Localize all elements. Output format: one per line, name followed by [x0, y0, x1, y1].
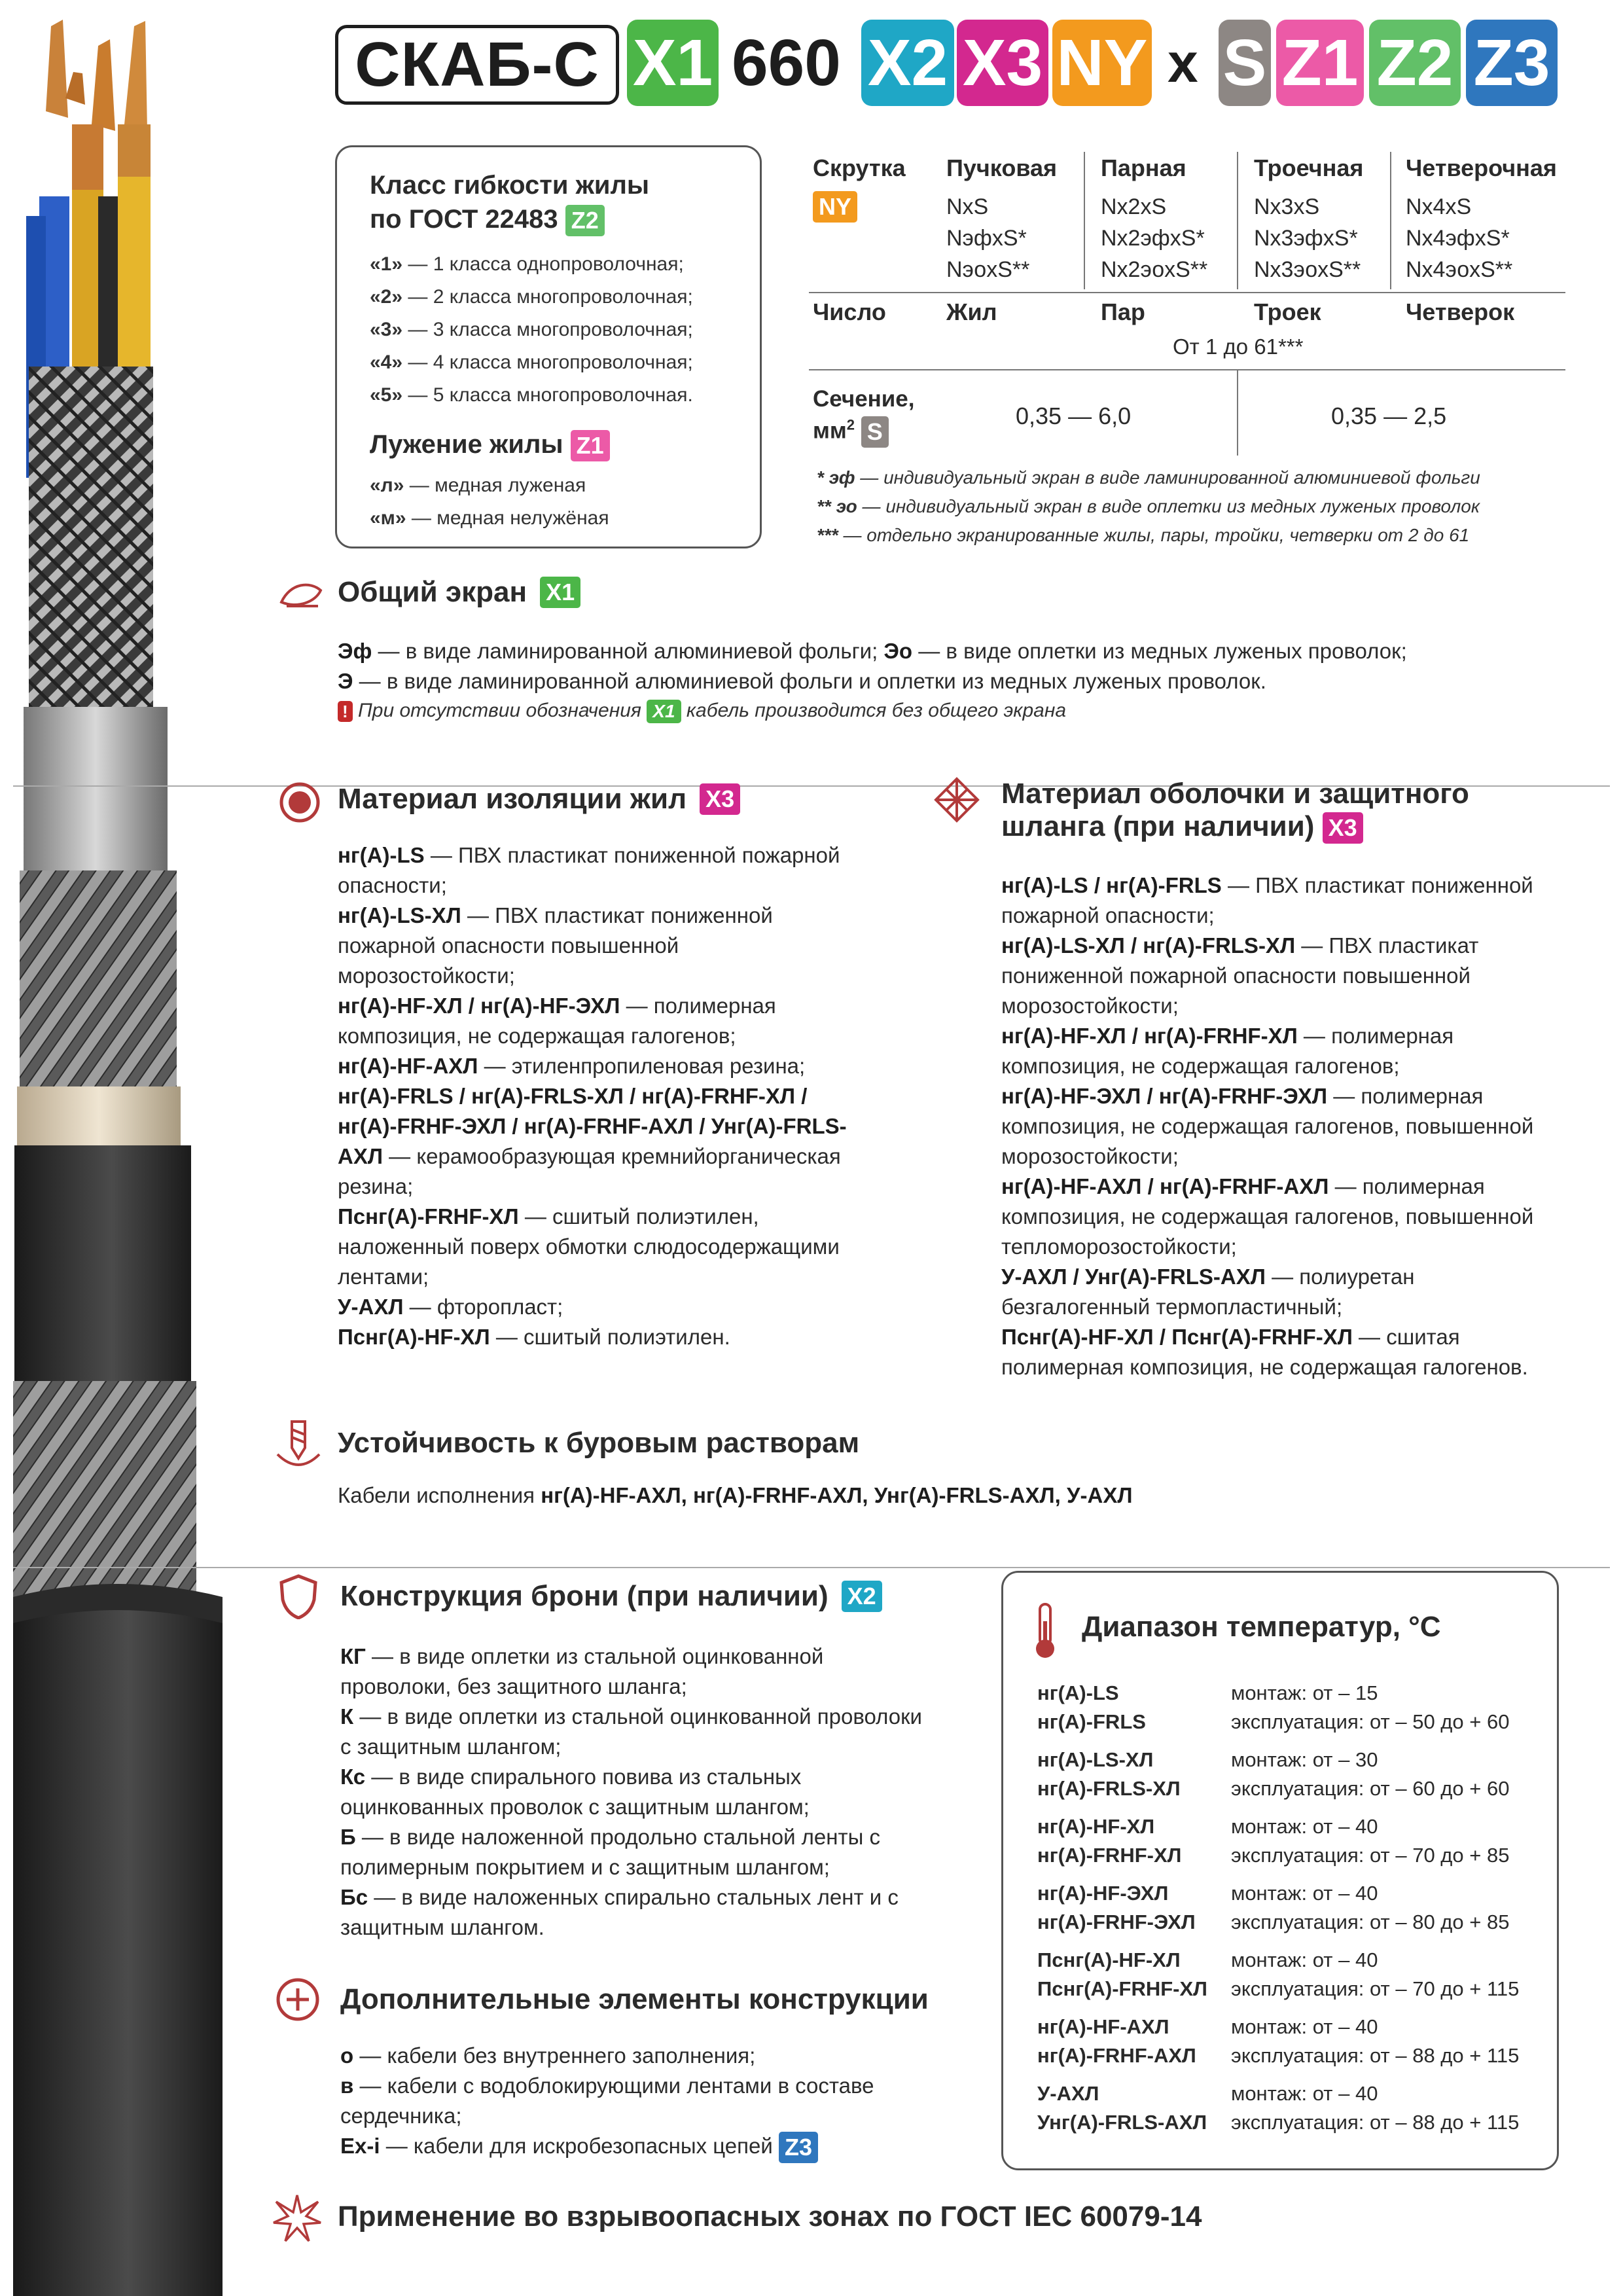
section-unit: $мм^2$ S — [813, 416, 889, 448]
sheath-item: нг(А)-HF-АХЛ / нг(А)-FRHF-АХЛ — полимерная композиция, не содержащая галогенов, повышенной тепломорозостойкости; — [1001, 1174, 1534, 1259]
extra-list — [340, 2041, 929, 2163]
tag-z1: Z1 — [1276, 20, 1364, 106]
times-sign: x — [1168, 31, 1198, 94]
flex-item: «3» — 3 класса многопроволочная; — [370, 319, 693, 340]
armor-item: К — в виде оплетки из стальной оцинкованной проволоки с защитным шлангом; — [340, 1704, 922, 1759]
tag-x1-small: X1 — [540, 577, 580, 608]
tag-x3-small: X3 — [700, 783, 740, 815]
col-values-triple: Nx3xS Nx3эфxS* Nx3эоxS** — [1254, 194, 1361, 282]
sheath-item: Пснг(А)-HF-ХЛ / Пснг(А)-FRHF-ХЛ — сшитая полимерная композиция, не содержащая галогенов. — [1001, 1325, 1528, 1379]
armor-list — [340, 1641, 929, 1943]
armor-title: Конструкция брони (при наличии) X2 — [340, 1580, 882, 1613]
drilling-desc: Кабели исполнения нг(А)-HF-АХЛ, нг(А)-FRHF-АХЛ, Унг(А)-FRLS-АХЛ, У-АХЛ — [338, 1483, 1133, 1507]
sheath-title-1: Материал оболочки и защитного — [1001, 778, 1469, 810]
armor-item: Бс — в виде наложенных спирально стальных лент и с защитным шлангом. — [340, 1885, 899, 1939]
armor-item: Кс — в виде спирального повива из стальных оцинкованных проволок с защитным шлангом; — [340, 1765, 810, 1819]
col-values-pair: Nx2xS Nx2эфxS* Nx2эоxS** — [1101, 194, 1208, 282]
flex-item: «4» — 4 класса многопроволочная; — [370, 351, 693, 373]
temp-row: нг(А)-HF-АХЛ нг(А)-FRHF-АХЛ монтаж: от – 40 эксплуатация: от – 88 до + 115 — [1037, 2015, 1520, 2067]
drilling-icon — [272, 1418, 325, 1473]
thermometer-icon — [1031, 1602, 1060, 1660]
col-head-bundle: Пучковая — [946, 154, 1058, 181]
armor-icon — [277, 1573, 319, 1619]
note-2: ** эо — индивидуальный экран в виде оплетки из медных луженых проволок — [817, 496, 1480, 516]
insulation-item: нг(А)-HF-АХЛ — этиленпропиленовая резина; — [338, 1054, 806, 1078]
temperature-box — [1001, 1571, 1559, 2170]
explosion-icon — [272, 2194, 322, 2244]
flex-title-2: по ГОСТ 22483 Z2 — [370, 205, 605, 236]
extra-item: о — кабели без внутреннего заполнения; — [340, 2043, 756, 2068]
extra-item: Ex-i — кабели для искробезопасных цепей Z3 — [340, 2131, 929, 2163]
tag-s-small: S — [861, 416, 889, 448]
armor-item: Б — в виде наложенной продольно стальной ленты с полимерным покрытием и с защитным шлангом; — [340, 1825, 880, 1879]
count-cores: Жил — [946, 298, 997, 325]
temp-row: нг(А)-LS-ХЛ нг(А)-FRLS-ХЛ монтаж: от – 30 эксплуатация: от – 60 до + 60 — [1037, 1748, 1510, 1800]
tin-list — [370, 469, 609, 535]
note-3: *** — отдельно экранированные жилы, пары, тройки, четверки от 2 до 61 — [817, 525, 1470, 545]
col-values-bundle: NxS NэфxS* NэоxS** — [946, 194, 1030, 282]
temperature-title: Диапазон температур, °С — [1082, 1611, 1441, 1643]
warning-icon: ! — [338, 701, 353, 722]
tag-z3: Z3 — [1466, 20, 1558, 106]
cable-illustration — [0, 0, 223, 2296]
insulation-item: Пснг(А)-FRHF-ХЛ — сшитый полиэтилен, наложенный поверх обмотки слюдосодержащими лентами; — [338, 1204, 840, 1289]
tag-x2: X2 — [861, 20, 954, 106]
drilling-title: Устойчивость к буровым растворам — [338, 1427, 860, 1459]
temp-row: нг(А)-LS нг(А)-FRLS монтаж: от – 15 эксплуатация: от – 50 до + 60 — [1037, 1681, 1510, 1733]
section-range-1: 0,35 — 6,0 — [1016, 403, 1132, 429]
insulation-item: нг(А)-LS — ПВХ пластикат пониженной пожарной опасности; — [338, 843, 840, 897]
insulation-list — [338, 840, 861, 1352]
insulation-item: Пснг(А)-HF-ХЛ — сшитый полиэтилен. — [338, 1325, 730, 1349]
insulation-title: Материал изоляции жил X3 — [338, 783, 740, 816]
screen-title: Общий экран X1 — [338, 576, 580, 609]
insulation-item: нг(А)-FRLS / нг(А)-FRLS-ХЛ / нг(А)-FRHF-ХЛ / нг(А)-FRHF-ЭХЛ / нг(А)-FRHF-АХЛ / Унг(А)-FRLS-АХЛ — керамообразующая кремнийорганическая резина; — [338, 1084, 847, 1198]
screen-icon — [277, 576, 327, 615]
section-label: Сечение, — [813, 386, 915, 412]
armor-item: КГ — в виде оплетки из стальной оцинкованной проволоки, без защитного шланга; — [340, 1644, 824, 1698]
tin-item: «м» — медная нелужёная — [370, 507, 609, 529]
sheath-item: нг(А)-HF-ХЛ / нг(А)-FRHF-ХЛ — полимерная композиция, не содержащая галогенов; — [1001, 1024, 1454, 1078]
tag-s: S — [1219, 20, 1271, 106]
tin-title: Лужение жилы Z1 — [370, 430, 610, 461]
tag-z2: Z2 — [1369, 20, 1461, 106]
temp-row: нг(А)-HF-ХЛ нг(А)-FRHF-ХЛ монтаж: от – 40 эксплуатация: от – 70 до + 85 — [1037, 1815, 1510, 1867]
insulation-icon — [279, 781, 321, 823]
extra-item: в — кабели с водоблокирующими лентами в составе сердечника; — [340, 2073, 874, 2128]
tag-z3-small: Z3 — [779, 2132, 818, 2163]
col-head-quad: Четверочная — [1406, 154, 1557, 181]
flex-item: «5» — 5 класса многопроволочная. — [370, 384, 693, 406]
sheath-title-2: шланга (при наличии) X3 — [1001, 810, 1363, 844]
screen-desc: Эф — в виде ламинированной алюминиевой фольги; Эо — в виде оплетки из медных луженых проволок; Э — в виде ламинированной алюминиевой фольги и оплетки из медных луженых проволок. ! При отсутствии обозначения X1 кабель производится без общего экрана — [338, 636, 1568, 725]
flexibility-box — [335, 145, 762, 548]
tag-x2-small: X2 — [842, 1581, 882, 1612]
sheath-list — [1001, 870, 1551, 1382]
tag-x1: X1 — [627, 20, 719, 106]
sheath-item: нг(А)-HF-ЭХЛ / нг(А)-FRHF-ЭХЛ — полимерная композиция, не содержащая галогенов, повышенной морозостойкости; — [1001, 1084, 1534, 1168]
sheath-item: У-АХЛ / Унг(А)-FRLS-АХЛ — полиуретан безгалогенный термопластичный; — [1001, 1265, 1415, 1319]
tag-ny-small: NY — [813, 191, 857, 223]
temp-row: У-АХЛ Унг(А)-FRLS-АХЛ монтаж: от – 40 эксплуатация: от – 88 до + 115 — [1037, 2082, 1520, 2134]
col-values-quad: Nx4xS Nx4эфxS* Nx4эоxS** — [1406, 194, 1513, 282]
sheath-icon — [933, 776, 980, 823]
table-notes — [817, 463, 1480, 550]
count-label: Число — [813, 298, 886, 325]
extra-title: Дополнительные элементы конструкции — [340, 1983, 929, 2015]
col-head-pair: Парная — [1101, 154, 1186, 181]
explosive-title: Применение во взрывоопасных зонах по ГОСТ IEC 60079-14 — [338, 2200, 1202, 2233]
insulation-item: нг(А)-HF-ХЛ / нг(А)-HF-ЭХЛ — полимерная композиция, не содержащая галогенов; — [338, 994, 776, 1048]
section-range-2: 0,35 — 2,5 — [1331, 403, 1447, 429]
twist-label: Скрутка — [813, 154, 906, 181]
cable-code: СКАБ-С — [335, 25, 619, 105]
note-1: * эф — индивидуальный экран в виде ламинированной алюминиевой фольги — [817, 467, 1480, 488]
insulation-item: У-АХЛ — фторопласт; — [338, 1295, 563, 1319]
flex-title-1: Класс гибкости жилы — [370, 171, 650, 200]
flex-list — [370, 248, 693, 412]
count-quads: Четверок — [1406, 298, 1515, 325]
tag-ny: NY — [1052, 20, 1152, 106]
count-range: От 1 до 61*** — [1173, 334, 1304, 359]
tin-item: «л» — медная луженая — [370, 475, 586, 496]
sheath-item: нг(А)-LS-ХЛ / нг(А)-FRLS-ХЛ — ПВХ пластикат пониженной пожарной опасности повышенной морозостойкости; — [1001, 933, 1479, 1018]
tag-z1-small: Z1 — [571, 430, 610, 461]
temp-row: Пснг(А)-HF-ХЛ Пснг(А)-FRHF-ХЛ монтаж: от – 40 эксплуатация: от – 70 до + 115 — [1037, 1948, 1520, 2000]
voltage-660: 660 — [732, 26, 841, 99]
tag-x3: X3 — [957, 20, 1048, 106]
tag-x3-small-2: X3 — [1323, 812, 1363, 844]
temp-row: нг(А)-HF-ЭХЛ нг(А)-FRHF-ЭХЛ монтаж: от – 40 эксплуатация: от – 80 до + 85 — [1037, 1882, 1510, 1933]
count-triples: Троек — [1254, 298, 1321, 325]
temperature-rows — [1037, 1679, 1548, 2146]
insulation-item: нг(А)-LS-ХЛ — ПВХ пластикат пониженной пожарной опасности повышенной морозостойкости; — [338, 903, 773, 988]
plus-circle-icon — [275, 1977, 321, 2022]
sheath-item: нг(А)-LS / нг(А)-FRLS — ПВХ пластикат пониженной пожарной опасности; — [1001, 873, 1533, 927]
flex-item: «1» — 1 класса однопроволочная; — [370, 253, 684, 275]
tag-z2-small: Z2 — [565, 205, 605, 236]
flex-item: «2» — 2 класса многопроволочная; — [370, 286, 693, 308]
col-head-triple: Троечная — [1254, 154, 1364, 181]
count-pairs: Пар — [1101, 298, 1145, 325]
